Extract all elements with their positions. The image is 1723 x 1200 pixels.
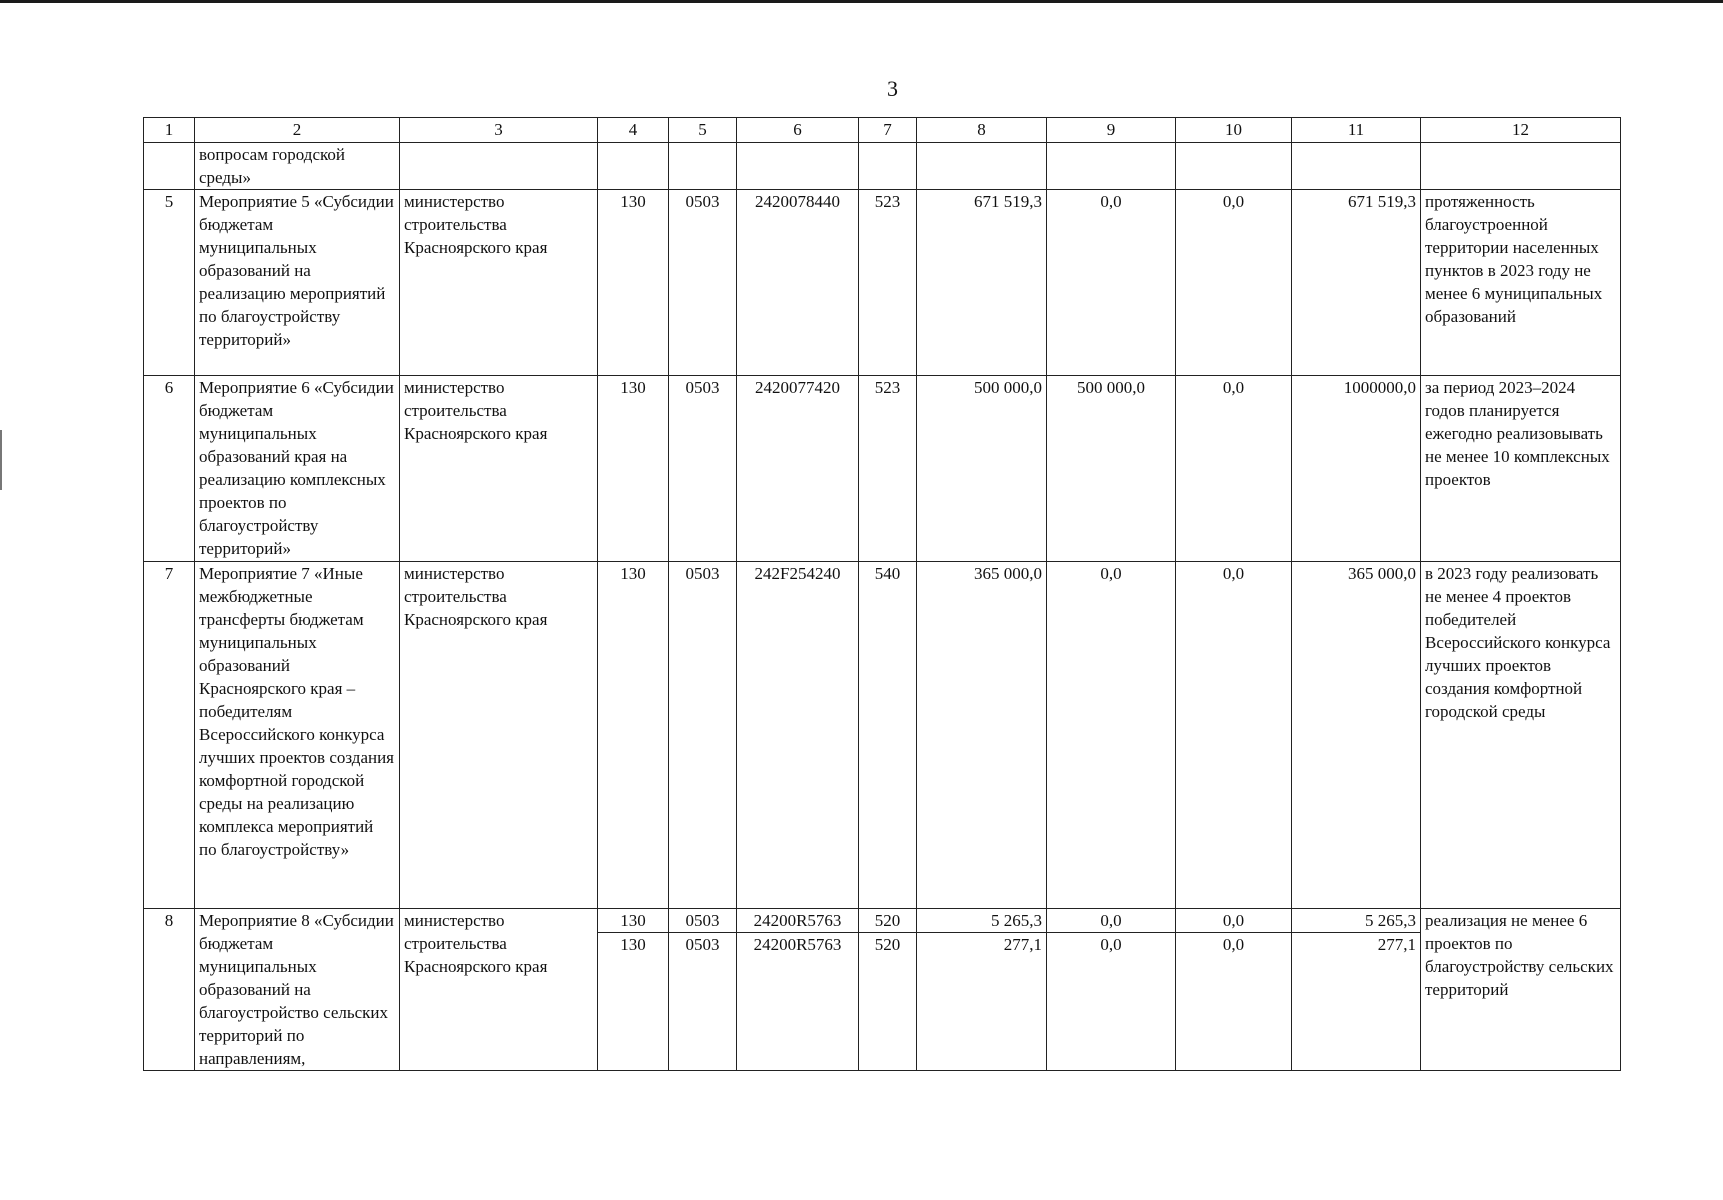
cell-org [400, 143, 598, 190]
cell-num: 5 [144, 190, 195, 376]
cell-org: министерство строительства Красноярского края [400, 190, 598, 376]
col-header: 5 [669, 118, 737, 143]
cell-c8: 500 000,0 [917, 376, 1047, 562]
sub-line-1: 24200R5763 [737, 909, 858, 933]
cell-c6: 2420077420 [737, 376, 859, 562]
cell [859, 143, 917, 190]
sub-line-2: 0,0 [1100, 935, 1122, 954]
cell-c11: 365 000,0 [1292, 562, 1421, 909]
col-header: 9 [1047, 118, 1176, 143]
cell [1176, 143, 1292, 190]
sub-line-1: 0,0 [1176, 909, 1291, 933]
cell-c7: 523 [859, 376, 917, 562]
cell-result: в 2023 году реализовать не менее 4 проектов победителей Всероссийского конкурса лучших проектов создания комфортной городской среды [1421, 562, 1621, 909]
col-header: 7 [859, 118, 917, 143]
col-header: 12 [1421, 118, 1621, 143]
cell-org: министерство строительства Красноярского края [400, 376, 598, 562]
cell [917, 143, 1047, 190]
cell-c8 [917, 909, 1047, 1071]
page-number: 3 [887, 76, 898, 101]
cell-c7: 523 [859, 190, 917, 376]
table-row [144, 562, 1621, 909]
cell-c4: 130 [598, 190, 669, 376]
sub-line-1: 5 265,3 [917, 909, 1046, 933]
cell-c11 [1292, 909, 1421, 1071]
sub-line-2: 0503 [685, 935, 720, 954]
cell [598, 143, 669, 190]
table-row [144, 190, 1621, 376]
cell-name: Мероприятие 6 «Субсидии бюджетам муниципальных образований края на реализацию комплексных проектов по благоустройству территорий» [195, 376, 400, 562]
cell-name: Мероприятие 8 «Субсидии бюджетам муниципальных образований на благоустройство сельских территорий по направлениям, [195, 909, 400, 1071]
cell-c9: 0,0 [1047, 562, 1176, 909]
col-header: 3 [400, 118, 598, 143]
cell-name: вопросам городской среды» [195, 143, 400, 190]
cell-org: министерство строительства Красноярского края [400, 909, 598, 1071]
cell-c10 [1176, 909, 1292, 1071]
col-header: 11 [1292, 118, 1421, 143]
col-header: 10 [1176, 118, 1292, 143]
sub-line-2: 0,0 [1222, 935, 1245, 954]
cell-num: 6 [144, 376, 195, 562]
budget-table [143, 117, 1621, 1071]
col-header: 2 [195, 118, 400, 143]
cell-c11: 1000000,0 [1292, 376, 1421, 562]
cell-c10: 0,0 [1176, 376, 1292, 562]
cell-num [144, 143, 195, 190]
sub-line-1: 0503 [669, 909, 736, 933]
col-header: 6 [737, 118, 859, 143]
sub-line-2: 130 [620, 935, 646, 954]
cell-name: Мероприятие 7 «Иные межбюджетные трансферты бюджетам муниципальных образований Красноярского края – победителям Всероссийского конкурса лучших проектов создания комфортной городской среды на реализацию комплекса мероприятий по благоустройству» [195, 562, 400, 909]
scan-margin-mark [0, 430, 2, 490]
cell-c4 [598, 909, 669, 1071]
cell-c6 [737, 909, 859, 1071]
col-header: 8 [917, 118, 1047, 143]
cell-c5: 0503 [669, 376, 737, 562]
cell [737, 143, 859, 190]
cell-c10: 0,0 [1176, 190, 1292, 376]
cell [1047, 143, 1176, 190]
cell-c8: 365 000,0 [917, 562, 1047, 909]
cell-c4: 130 [598, 562, 669, 909]
cell-c6: 242F254240 [737, 562, 859, 909]
table-row [144, 909, 1621, 1071]
cell-c4: 130 [598, 376, 669, 562]
cell-result: протяженность благоустроенной территории населенных пунктов в 2023 году не менее 6 муниципальных образований [1421, 190, 1621, 376]
cell-c6: 2420078440 [737, 190, 859, 376]
cell-c11: 671 519,3 [1292, 190, 1421, 376]
column-number-row [144, 118, 1621, 143]
cell-num: 7 [144, 562, 195, 909]
cell-result: за период 2023–2024 годов планируется ежегодно реализовывать не менее 10 комплексных проектов [1421, 376, 1621, 562]
sub-line-2: 24200R5763 [753, 935, 842, 954]
cell-c9 [1047, 909, 1176, 1071]
cell-c10: 0,0 [1176, 562, 1292, 909]
sub-line-2: 277,1 [1377, 935, 1416, 954]
cell-c5: 0503 [669, 190, 737, 376]
cell-c7 [859, 909, 917, 1071]
col-header: 1 [144, 118, 195, 143]
sub-line-1: 520 [859, 909, 916, 933]
cell-c8: 671 519,3 [917, 190, 1047, 376]
cell [1292, 143, 1421, 190]
cell-c7: 540 [859, 562, 917, 909]
cell-num: 8 [144, 909, 195, 1071]
cell-result [1421, 143, 1621, 190]
sub-line-2: 520 [874, 935, 901, 954]
sub-line-2: 277,1 [1003, 935, 1042, 954]
cell-org: министерство строительства Красноярского края [400, 562, 598, 909]
cell-c5: 0503 [669, 562, 737, 909]
cell-c9: 0,0 [1047, 190, 1176, 376]
cell [669, 143, 737, 190]
cell-name: Мероприятие 5 «Субсидии бюджетам муниципальных образований на реализацию мероприятий по благоустройству территорий» [195, 190, 400, 376]
sub-line-1: 5 265,3 [1292, 909, 1420, 933]
table-row [144, 376, 1621, 562]
table-row-continuation [144, 143, 1621, 190]
col-header: 4 [598, 118, 669, 143]
cell-c9: 500 000,0 [1047, 376, 1176, 562]
sub-line-1: 130 [598, 909, 668, 933]
cell-result: реализация не менее 6 проектов по благоустройству сельских территорий [1421, 909, 1621, 1071]
cell-c5 [669, 909, 737, 1071]
top-edge-line [0, 0, 1723, 3]
sub-line-1: 0,0 [1047, 909, 1175, 933]
